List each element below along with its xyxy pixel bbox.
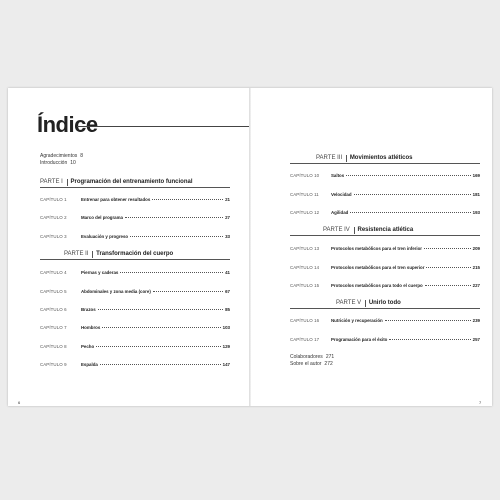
chapter-title: Agilidad [331, 210, 349, 215]
chapter-entry[interactable] [40, 362, 230, 368]
chapter-label: CAPÍTULO 9 [40, 362, 67, 367]
part-title: Transformación del cuerpo [96, 251, 174, 257]
front-matter-label: Agradecimientos [40, 153, 78, 159]
chapter-page: 181 [472, 192, 480, 197]
page-title: Índice [37, 112, 98, 137]
part-divider [354, 227, 355, 234]
dot-leader [130, 236, 223, 237]
part-heading[interactable] [290, 227, 480, 236]
chapter-title: Evaluación y progreso [81, 234, 129, 239]
chapter-page: 147 [222, 362, 230, 367]
part-heading[interactable] [40, 179, 230, 188]
part-heading[interactable] [290, 155, 480, 164]
part-title: Resistencia atlética [357, 227, 414, 233]
part-label: PARTE II [64, 251, 89, 257]
chapter-page: 257 [472, 337, 480, 342]
front-matter-item[interactable] [40, 160, 76, 167]
index-heading [37, 113, 252, 137]
front-matter-label: Introducción [40, 160, 68, 166]
dot-leader [350, 212, 470, 213]
chapter-label: CAPÍTULO 5 [40, 289, 67, 294]
dot-leader [120, 272, 223, 273]
chapter-page: 103 [222, 325, 230, 330]
chapter-page: 41 [225, 270, 230, 275]
chapter-label: CAPÍTULO 3 [40, 234, 67, 239]
chapter-entry[interactable] [40, 234, 230, 240]
chapter-page: 215 [472, 265, 480, 270]
dot-leader [102, 327, 220, 328]
back-matter-page: 272 [324, 361, 333, 367]
chapter-entry[interactable] [40, 215, 230, 221]
chapter-page: 169 [472, 173, 480, 178]
chapter-title: Espalda [81, 362, 98, 367]
chapter-entry[interactable] [40, 197, 230, 203]
chapter-title: Piernas y caderas [81, 270, 119, 275]
back-matter-item[interactable] [290, 354, 334, 361]
part-label: PARTE V [336, 300, 362, 306]
part-heading[interactable] [290, 300, 480, 309]
chapter-page: 33 [225, 234, 230, 239]
chapter-title: Pecho [81, 344, 95, 349]
dot-leader [152, 199, 223, 200]
chapter-label: CAPÍTULO 15 [290, 283, 320, 288]
part-title: Programación del entrenamiento funcional [70, 179, 193, 185]
chapter-entry[interactable] [40, 270, 230, 276]
dot-leader [125, 217, 223, 218]
chapter-entry[interactable] [290, 210, 480, 216]
chapter-label: CAPÍTULO 2 [40, 215, 67, 220]
chapter-title: Protocolos metabólicos para el tren inferior [331, 246, 423, 251]
part-label: PARTE III [316, 155, 343, 161]
front-matter-page: 10 [70, 160, 76, 166]
chapter-label: CAPÍTULO 7 [40, 325, 67, 330]
part-title: Unirlo todo [368, 300, 401, 306]
dot-leader [426, 267, 470, 268]
chapter-page: 85 [225, 307, 230, 312]
back-matter-label: Colaboradores [290, 354, 323, 360]
chapter-title: Velocidad [331, 192, 352, 197]
part-title: Movimientos atléticos [349, 155, 413, 161]
chapter-entry[interactable] [40, 325, 230, 331]
chapter-entry[interactable] [40, 289, 230, 295]
dot-leader [389, 339, 470, 340]
chapter-label: CAPÍTULO 13 [290, 246, 320, 251]
dot-leader [354, 194, 471, 195]
dot-leader [96, 346, 220, 347]
dot-leader [98, 309, 223, 310]
chapter-entry[interactable] [290, 246, 480, 252]
dot-leader [153, 291, 223, 292]
dot-leader [424, 248, 471, 249]
chapter-label: CAPÍTULO 10 [290, 173, 320, 178]
chapter-label: CAPÍTULO 16 [290, 318, 320, 323]
chapter-title: Saltos [331, 173, 345, 178]
chapter-page: 129 [222, 344, 230, 349]
chapter-page: 227 [472, 283, 480, 288]
front-matter-item[interactable] [40, 153, 83, 160]
chapter-title: Nutrición y recuperación [331, 318, 383, 323]
chapter-label: CAPÍTULO 4 [40, 270, 67, 275]
chapter-title: Hombros [81, 325, 101, 330]
chapter-title: Marco del programa [81, 215, 123, 220]
chapter-label: CAPÍTULO 12 [290, 210, 320, 215]
part-divider [92, 251, 93, 258]
chapter-page: 67 [225, 289, 230, 294]
chapter-entry[interactable] [290, 337, 480, 343]
chapter-label: CAPÍTULO 17 [290, 337, 320, 342]
part-divider [67, 179, 68, 186]
chapter-label: CAPÍTULO 8 [40, 344, 67, 349]
left-page-number: 6 [18, 400, 21, 405]
chapter-entry[interactable] [40, 344, 230, 350]
right-page-number: 7 [479, 400, 482, 405]
chapter-title: Entrenar para obtener resultados [81, 197, 151, 202]
part-divider [365, 300, 366, 307]
title-rule [77, 126, 249, 127]
chapter-title: Protocolos metabólicos para el tren superior [331, 265, 425, 270]
dot-leader [100, 364, 221, 365]
dot-leader [425, 285, 471, 286]
dot-leader [346, 175, 470, 176]
chapter-title: Abdominales y zona media (core) [81, 289, 151, 294]
chapter-page: 27 [225, 215, 230, 220]
chapter-entry[interactable] [290, 265, 480, 271]
chapter-label: CAPÍTULO 14 [290, 265, 320, 270]
part-divider [346, 155, 347, 162]
chapter-title: Protocolos metabólicos para todo el cuerpo [331, 283, 423, 288]
chapter-entry[interactable] [290, 173, 480, 179]
chapter-page: 21 [225, 197, 230, 202]
chapter-label: CAPÍTULO 1 [40, 197, 67, 202]
chapter-title: Brazos [81, 307, 96, 312]
back-matter-item[interactable] [290, 361, 333, 368]
chapter-entry[interactable] [290, 192, 480, 198]
part-heading[interactable] [40, 251, 230, 260]
dot-leader [385, 320, 471, 321]
chapter-entry[interactable] [290, 283, 480, 289]
chapter-label: CAPÍTULO 11 [290, 192, 319, 197]
chapter-page: 239 [472, 318, 480, 323]
front-matter-page: 8 [80, 153, 84, 159]
chapter-entry[interactable] [290, 318, 480, 324]
part-label: PARTE IV [323, 227, 350, 233]
chapter-page: 193 [472, 210, 480, 215]
back-matter-page: 271 [325, 354, 335, 360]
chapter-title: Programación para el éxito [331, 337, 388, 342]
chapter-label: CAPÍTULO 6 [40, 307, 67, 312]
part-label: PARTE I [40, 179, 63, 185]
back-matter-label: Sobre el autor [290, 361, 322, 367]
chapter-page: 209 [472, 246, 480, 251]
chapter-entry[interactable] [40, 307, 230, 313]
